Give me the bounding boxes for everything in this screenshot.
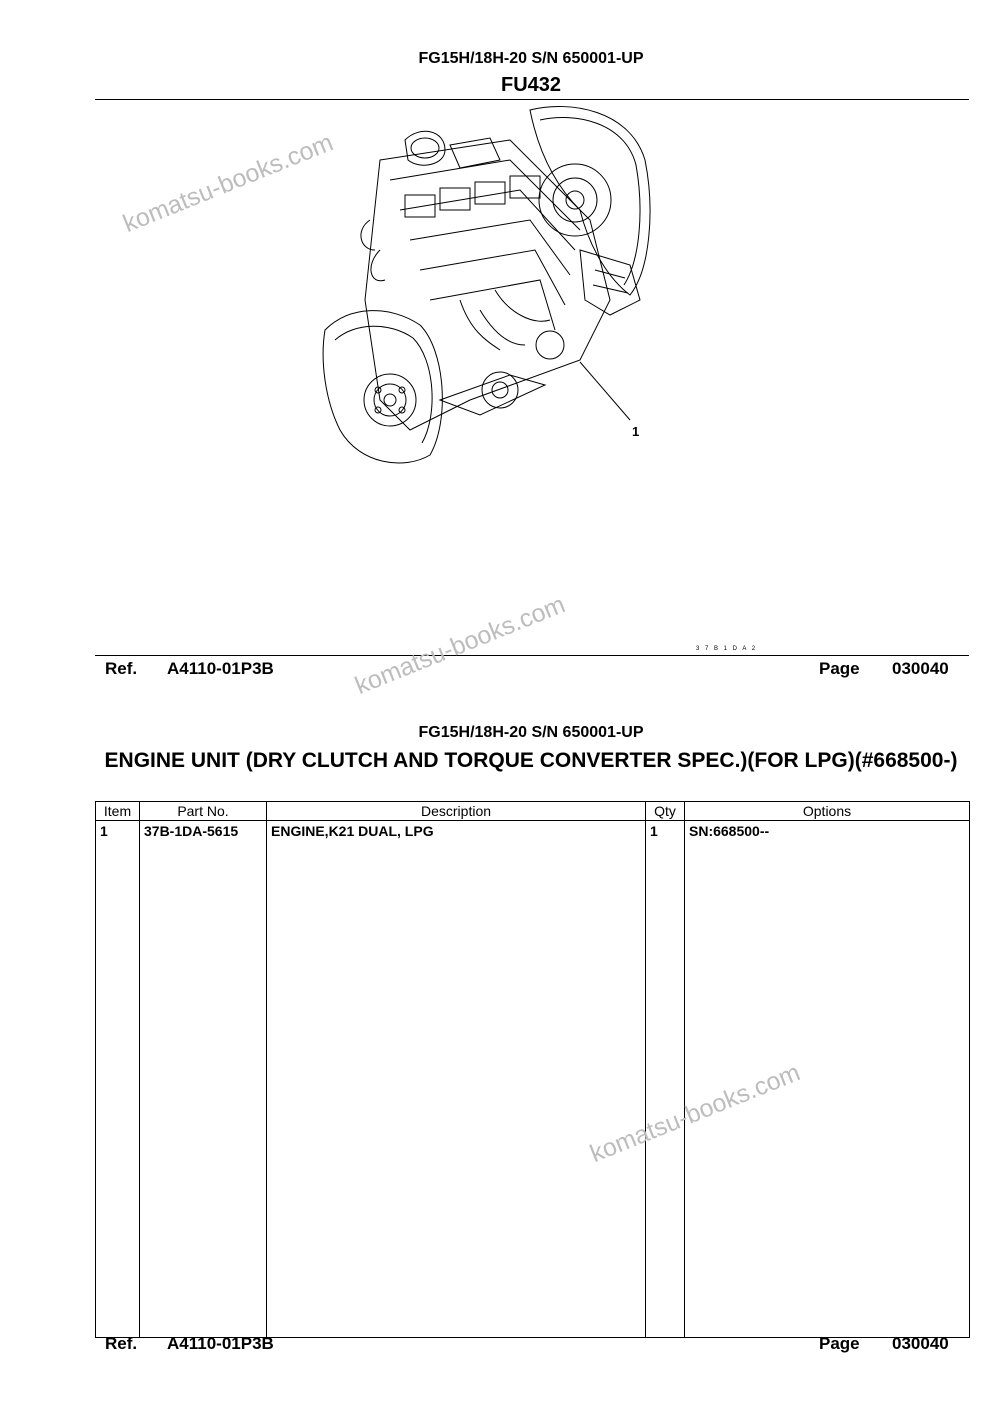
model-heading: FG15H/18H-20 S/N 650001-UP bbox=[418, 50, 644, 67]
section-title: ENGINE UNIT (DRY CLUTCH AND TORQUE CONVERTER SPEC.)(FOR LPG)(#668500-) bbox=[104, 749, 958, 772]
watermark: komatsu-books.com bbox=[119, 128, 338, 239]
engine-illustration bbox=[310, 100, 680, 480]
drawing-code: 3 7 B 1 D A 2 bbox=[696, 646, 758, 652]
table-row bbox=[96, 821, 970, 844]
cell-part-no: 37B-1DA-5615 bbox=[140, 821, 267, 844]
parts-table bbox=[95, 801, 970, 1338]
ref-label: Ref. bbox=[105, 659, 138, 678]
col-header-qty: Qty bbox=[646, 802, 685, 821]
col-header-item: Item bbox=[96, 802, 140, 821]
cell-description: ENGINE,K21 DUAL, LPG bbox=[267, 821, 646, 844]
ref-value-bottom: A4110-01P3B bbox=[167, 1334, 274, 1353]
illustration-divider bbox=[95, 655, 969, 656]
table-empty-space bbox=[96, 843, 970, 1338]
ref-value: A4110-01P3B bbox=[167, 659, 274, 678]
ref-label-bottom: Ref. bbox=[105, 1334, 138, 1353]
figure-code: FU432 bbox=[500, 74, 562, 96]
table-header-row bbox=[96, 802, 970, 821]
cell-options: SN:668500-- bbox=[685, 821, 970, 844]
page-label-bottom: Page bbox=[819, 1334, 860, 1353]
col-header-part-no: Part No. bbox=[140, 802, 267, 821]
callout-label: 1 bbox=[632, 424, 640, 439]
watermark: komatsu-books.com bbox=[351, 590, 570, 701]
col-header-options: Options bbox=[685, 802, 970, 821]
page-number: 030040 bbox=[892, 659, 949, 678]
cell-qty: 1 bbox=[646, 821, 685, 844]
page-number-bottom: 030040 bbox=[892, 1334, 949, 1353]
watermark: komatsu-books.com bbox=[586, 1058, 805, 1169]
page-label: Page bbox=[819, 659, 860, 678]
cell-item: 1 bbox=[96, 821, 140, 844]
section-model: FG15H/18H-20 S/N 650001-UP bbox=[418, 724, 644, 741]
col-header-description: Description bbox=[267, 802, 646, 821]
